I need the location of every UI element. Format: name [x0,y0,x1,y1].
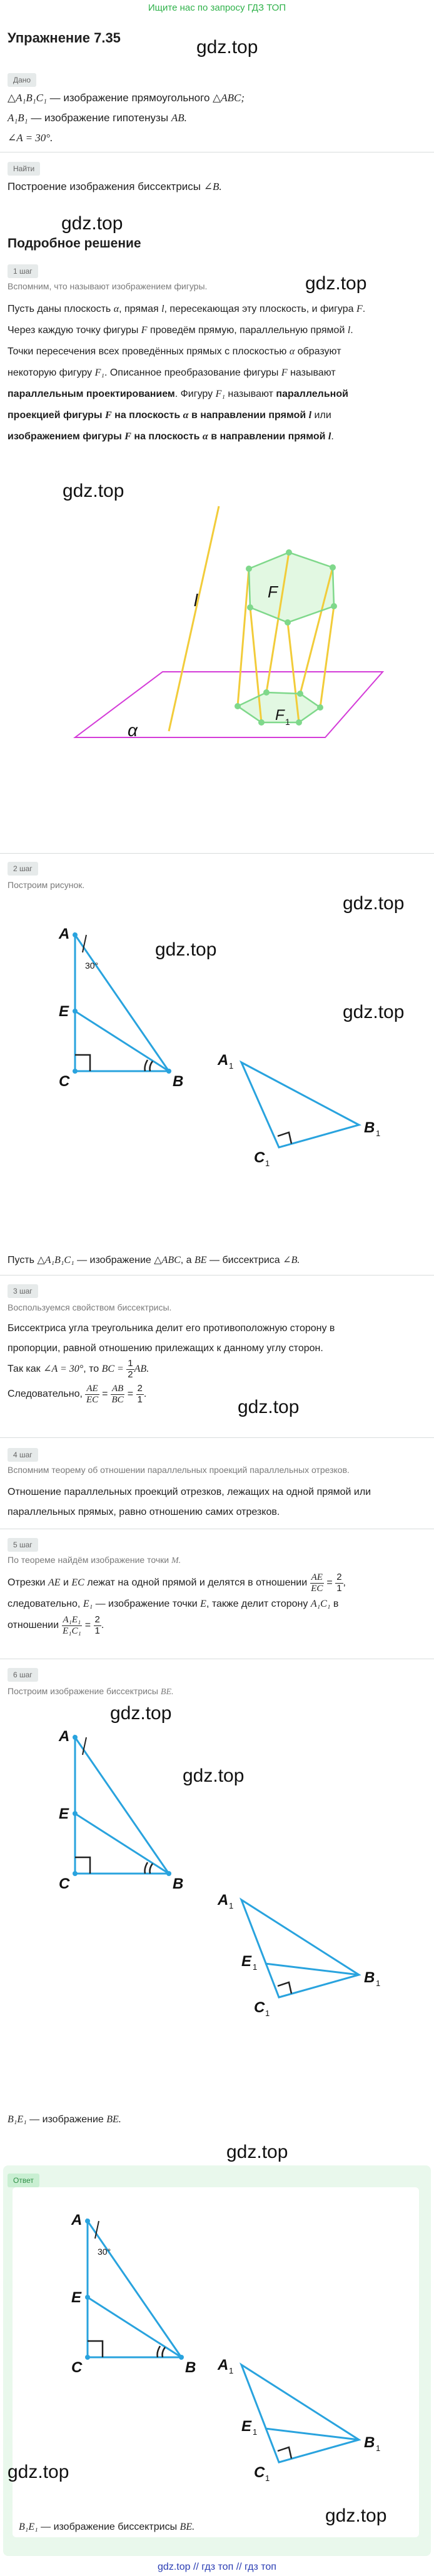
find-tag: Найти [8,162,40,176]
step-3-lead: Воспользуемся свойством биссектрисы. [8,1302,172,1312]
label-f1: F [275,707,285,724]
detailed-solution-heading: Подробное решение [8,236,141,251]
label-e: E [59,1805,69,1822]
answer-tag: Ответ [8,2174,39,2187]
label-a: A [59,926,70,942]
point-e [85,2295,90,2300]
point-a [73,1735,78,1740]
label-e1-sub: 1 [253,1962,258,1972]
step-2-conclusion: Пусть △A₁B₁C₁ — изображение △ABC, а BE — биссектриса ∠B. [8,1255,300,1266]
label-c: C [59,1875,70,1892]
label-b1: B [364,1119,375,1136]
point-c [73,1069,78,1074]
label-e1-sub: 1 [253,2427,258,2437]
label-a1: A [218,2357,229,2374]
point-e [73,1811,78,1816]
label-angle: 30° [85,961,99,971]
label-c1-sub: 1 [265,1159,270,1168]
triangle-abc [50,916,188,1104]
projection-figure [63,494,388,756]
point-e [73,1009,78,1014]
divider [0,1275,434,1276]
label-c1-sub: 1 [265,2009,270,2018]
watermark: gdz.top [63,481,124,501]
label-e1: E [241,2418,252,2435]
label-l: l [194,591,198,610]
answer-triangle-abc [63,2202,200,2390]
step-5-lead: По теореме найдём изображение точки M. [8,1555,181,1565]
label-f1-sub: 1 [285,717,290,727]
label-b1: B [364,1969,375,1986]
given-line-1: △A₁B₁C₁ — изображение прямоугольного △ABC; [8,92,245,104]
step-1-tag: 1 шаг [8,264,38,278]
watermark: gdz.top [238,1397,300,1417]
triangle-abc-sides [75,1737,169,1874]
triangle-abc-2 [50,1719,188,1906]
label-e: E [59,1003,69,1020]
angle-b-arc-1 [150,1061,153,1071]
right-angle-mark [278,1982,291,1994]
watermark: gdz.top [196,37,258,57]
step-5-tag: 5 шаг [8,1538,38,1552]
watermark: gdz.top [155,939,217,960]
label-e1: E [241,1953,252,1970]
label-a1-sub: 1 [229,1061,234,1071]
triangle-a1b1c1-sides [241,1062,359,1147]
label-c1: C [254,2464,265,2481]
divider [0,1437,434,1438]
label-c1: C [254,1149,265,1166]
right-angle-mark [278,2447,291,2459]
watermark: gdz.top [226,2142,288,2162]
answer-triangle-a1b1c1 [209,2352,396,2490]
watermark: gdz.top [8,2462,69,2482]
watermark: gdz.top [110,1703,172,1724]
label-f: F [268,582,278,601]
label-c1: C [254,1999,265,2016]
top-banner[interactable]: Ищите нас по запросу ГДЗ ТОП [148,2,286,13]
bisector-be [88,2297,181,2357]
find-text: Построение изображения биссектрисы ∠B. [8,181,222,192]
point-b [166,1069,171,1074]
step-4-text: Отношение параллельных проекций отрезков, лежащих на одной прямой или параллельных прямых, равно отношению самих отрезков. [8,1487,371,1517]
watermark: gdz.top [343,1002,405,1022]
label-alpha: α [128,721,138,740]
projection-lines [169,506,334,731]
bisector-be [75,1011,169,1071]
angle-b-arc-1 [150,1864,153,1874]
label-c: C [59,1073,70,1090]
plane-alpha [75,672,383,737]
label-b: B [185,2359,196,2376]
step-6-tag: 6 шаг [8,1668,38,1682]
point-b [166,1871,171,1876]
step-2-lead: Построим рисунок. [8,880,85,890]
label-a: A [59,1728,70,1745]
step-3-tag: 3 шаг [8,1284,38,1298]
step-6-lead: Построим изображение биссектрисы BE. [8,1686,174,1697]
triangle-a1b1c1-sides [241,1900,359,1997]
step-6-conclusion: B₁E₁ — изображение BE. [8,2114,121,2125]
label-a1: A [218,1052,229,1069]
given-line-3: ∠A = 30°. [8,132,53,144]
label-b1-sub: 1 [376,1129,381,1138]
given-tag: Дано [8,73,36,87]
bisector-be [75,1814,169,1874]
angle-b-arc-1 [163,2347,166,2357]
footer-links[interactable]: gdz.top // гдз топ // гдз топ [158,2562,276,2572]
right-angle-mark [75,1857,90,1874]
label-angle: 30° [98,2247,111,2257]
label-a1-sub: 1 [229,2366,234,2375]
point-a [85,2219,90,2224]
step-3-text: Биссектриса угла треугольника делит его противоположную сторону в пропорции, равной отношению прилежащих к данному углу сторон. Так как ∠A = 30°, то BC = $\frac{1}{2}$ AB. Следовательно, $\frac{AE}{EC}$ = $\frac{AB}{BC}$ = $\frac{2}{1}$ . [8,1323,335,1405]
step-4-lead: Вспомним теорему об отношении параллельных проекций параллельных отрезков. [8,1465,350,1475]
step-5-text: Отрезки AE и EC лежат на одной прямой и делятся в отношении $\frac{AE}{EC}$ = $\frac{2}{1}$ , следовательно, E₁ — изображение точки E, также делит сторону A₁C₁ в отношении $\frac{\text{A₁E₁}}{\text{E₁C₁}}$ = $\frac{2}{1}$ . [8,1572,346,1636]
divider [0,853,434,854]
watermark: gdz.top [305,273,367,294]
triangle-abc-sides [88,2221,181,2357]
label-b: B [173,1073,184,1090]
label-a: A [71,2212,83,2229]
right-angle-mark [75,1055,90,1071]
step-1-lead: Вспомним, что называют изображением фигуры. [8,281,208,291]
triangle-a1b1c1 [209,1037,396,1175]
label-b: B [173,1875,184,1892]
label-c1-sub: 1 [265,2474,270,2483]
label-b1: B [364,2434,375,2451]
triangle-a1b1c1-2 [209,1887,396,2025]
watermark: gdz.top [343,893,405,914]
watermark: gdz.top [325,2505,387,2526]
label-a1-sub: 1 [229,1901,234,1910]
answer-text: B₁E₁ — изображение биссектрисы BE. [19,2522,195,2532]
point-b [179,2355,184,2360]
watermark: gdz.top [61,213,123,234]
angle-b-arc-2 [158,2346,161,2357]
point-c [85,2355,90,2360]
triangle-abc-sides [75,935,169,1071]
label-c: C [71,2359,83,2376]
label-b1-sub: 1 [376,2444,381,2453]
page-title: Упражнение 7.35 [8,30,121,46]
step-2-tag: 2 шаг [8,862,38,876]
label-e: E [71,2289,82,2306]
step-1-text: Пусть даны плоскость α, прямая l, пересекающая эту плоскость, и фигура F. Через каждую точку фигуры F проведём прямую, параллельную прямой l. Точки пересечения всех проведённых прямых с плоскостью α образуют некоторую фигуру F₁. Описанное преобразование фигуры F называют параллельным проектированием. Фигуру F₁ называют параллельной проекцией фигуры F на плоскость α в направлении прямой l или изображением фигуры F на плоскость α в направлении прямой l. [8,304,366,442]
given-line-2: A₁B₁ — изображение гипотенузы AB. [8,112,187,124]
right-angle-mark [278,1132,291,1144]
angle-b-arc-2 [145,1862,148,1874]
right-angle-mark [88,2341,103,2357]
point-a [73,932,78,937]
label-a1: A [218,1892,229,1909]
point-c [73,1871,78,1876]
angle-b-arc-2 [145,1060,148,1071]
step-4-tag: 4 шаг [8,1448,38,1462]
triangle-a1b1c1-sides [241,2365,359,2462]
watermark: gdz.top [183,1765,245,1786]
label-b1-sub: 1 [376,1979,381,1988]
